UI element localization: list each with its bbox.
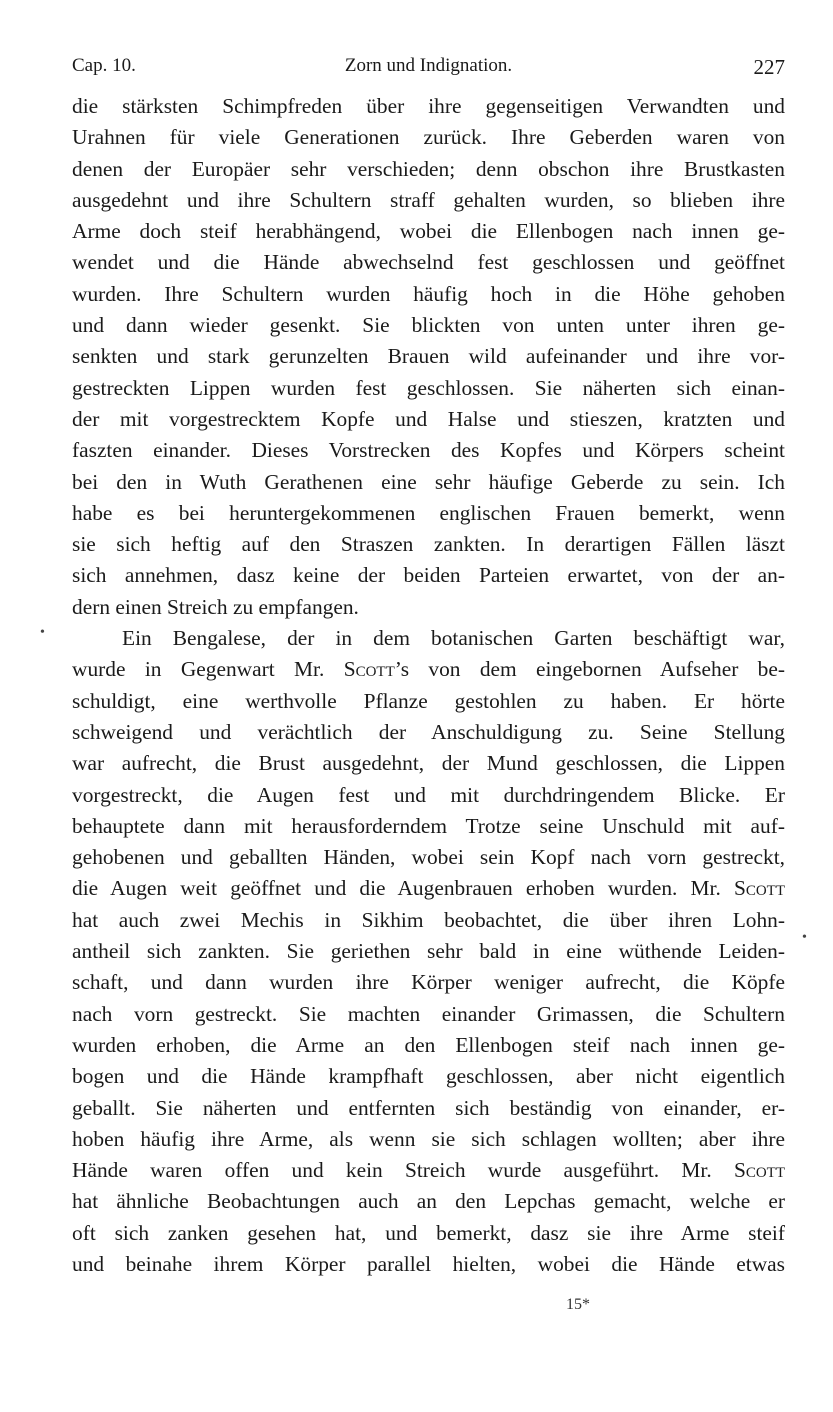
line-text: Ein Bengalese, der in dem botanischen Garten beschäftigt war, — [122, 626, 785, 651]
text-line — [72, 1124, 785, 1155]
text-line — [72, 1186, 785, 1217]
person-name: Scott — [733, 876, 785, 901]
text-line — [72, 686, 785, 717]
text-line — [72, 1155, 785, 1186]
text-line: gestreckten Lippen wurden fest geschlossen. Sie näherten sich einan- — [72, 375, 785, 400]
text-line — [72, 967, 785, 998]
person-name: Scott — [343, 657, 395, 682]
line-text: schaft, und dann wurden ihre Körper weniger aufrecht, die Köpfe — [72, 970, 785, 995]
signature-mark: 15* — [566, 1296, 590, 1313]
line-text: gehobenen und geballten Händen, wobei sein Kopf nach vorn gestreckt, — [72, 845, 785, 870]
line-text: vorgestreckt, die Augen fest und mit durchdringendem Blicke. Er — [72, 782, 785, 807]
paragraph-2 — [72, 623, 785, 1280]
line-text: geballt. Sie näherten und entfernten sich beständig von einander, er- — [72, 1095, 785, 1120]
margin-mark: • — [802, 930, 807, 945]
text-line: habe es bei heruntergekommenen englischen Frauen bemerkt, wenn — [72, 500, 785, 525]
person-name: Scott — [733, 1158, 785, 1183]
line-text: behauptete dann mit herausforderndem Trotze seine Unschuld mit auf- — [72, 813, 785, 838]
text-line: Arme doch steif herabhängend, wobei die Ellenbogen nach innen ge- — [72, 219, 785, 244]
text-line: und dann wieder gesenkt. Sie blickten von unten unter ihren ge- — [72, 313, 785, 338]
text-line — [72, 999, 785, 1030]
text-line: die stärksten Schimpfreden über ihre gegenseitigen Verwandten und — [72, 94, 785, 118]
text-line — [72, 1218, 785, 1249]
text-line: faszten einander. Dieses Vorstrecken des Kopfes und Körpers scheint — [72, 438, 785, 463]
text-line: der mit vorgestrecktem Kopfe und Halse und stieszen, kratzten und — [72, 406, 785, 431]
line-text: nach vorn gestreckt. Sie machten einander Grimassen, die Schultern — [72, 1001, 785, 1026]
text-line: dern einen Streich zu empfangen. — [72, 594, 359, 619]
text-line — [72, 936, 785, 967]
text-line: ausgedehnt und ihre Schultern straff gehalten wurden, so blieben ihre — [72, 187, 785, 212]
line-text: antheil sich zankten. Sie geriethen sehr bald in eine wüthende Leiden- — [72, 939, 785, 964]
text-line — [72, 623, 785, 654]
line-text: hat ähnliche Beobachtungen auch an den Lepchas gemacht, welche er — [72, 1189, 785, 1214]
text-line — [72, 717, 785, 748]
text-line — [72, 1249, 785, 1280]
text-line — [72, 654, 785, 685]
chapter-label: Cap. 10. — [72, 55, 136, 76]
page-number: 227 — [753, 55, 785, 79]
line-text: bogen und die Hände krampfhaft geschlossen, aber nicht eigentlich — [72, 1064, 785, 1089]
text-line: wendet und die Hände abwechselnd fest geschlossen und geöffnet — [72, 250, 785, 275]
text-line: sie sich heftig auf den Straszen zankten. In derartigen Fällen läszt — [72, 532, 785, 557]
line-text: war aufrecht, die Brust ausgedehnt, der Mund geschlossen, die Lippen — [72, 751, 785, 776]
text-line: senkten und stark gerunzelten Brauen wild aufeinander und ihre vor- — [72, 344, 785, 369]
text-line — [72, 1030, 785, 1061]
line-text: hat auch zwei Mechis in Sikhim beobachtet, die über ihren Lohn- — [72, 907, 785, 932]
line-text: ’s von dem eingebornen Aufseher be- — [394, 657, 785, 682]
book-page — [72, 55, 785, 1280]
margin-mark: • — [40, 625, 45, 640]
text-line — [72, 905, 785, 936]
line-text: oft sich zanken gesehen hat, und bemerkt, dasz sie ihre Arme steif — [72, 1220, 785, 1245]
line-text: die Augen weit geöffnet und die Augenbrauen erhoben wurden. Mr. — [72, 876, 734, 901]
text-line — [72, 748, 785, 779]
text-line — [72, 780, 785, 811]
text-line: wurden. Ihre Schultern wurden häufig hoch in die Höhe gehoben — [72, 281, 785, 306]
text-line — [72, 873, 785, 904]
paragraph-1 — [72, 91, 785, 623]
text-line — [72, 1093, 785, 1124]
line-text: hoben häufig ihre Arme, als wenn sie sich schlagen wollten; aber ihre — [72, 1126, 785, 1151]
text-line — [72, 1061, 785, 1092]
text-line: sich annehmen, dasz keine der beiden Parteien erwartet, von der an- — [72, 563, 785, 588]
text-line: denen der Europäer sehr verschieden; denn obschon ihre Brustkasten — [72, 156, 785, 181]
line-text: schuldigt, eine werthvolle Pflanze gestohlen zu haben. Er hörte — [72, 688, 785, 713]
text-line — [72, 811, 785, 842]
line-text: schweigend und verächtlich der Anschuldigung zu. Seine Stellung — [72, 719, 785, 744]
text-line: bei den in Wuth Gerathenen eine sehr häufige Geberde zu sein. Ich — [72, 469, 785, 494]
text-line — [72, 842, 785, 873]
line-text: Hände waren offen und kein Streich wurde ausgeführt. Mr. — [72, 1158, 734, 1183]
line-text: wurde in Gegenwart Mr. — [72, 657, 344, 682]
running-title: Zorn und Indignation. — [344, 55, 513, 76]
text-line: Urahnen für viele Generationen zurück. Ihre Geberden waren von — [72, 125, 785, 150]
line-text: wurden erhoben, die Arme an den Ellenbogen steif nach innen ge- — [72, 1032, 785, 1057]
running-header — [72, 55, 785, 91]
line-text: und beinahe ihrem Körper parallel hielten, wobei die Hände etwas — [72, 1251, 785, 1276]
